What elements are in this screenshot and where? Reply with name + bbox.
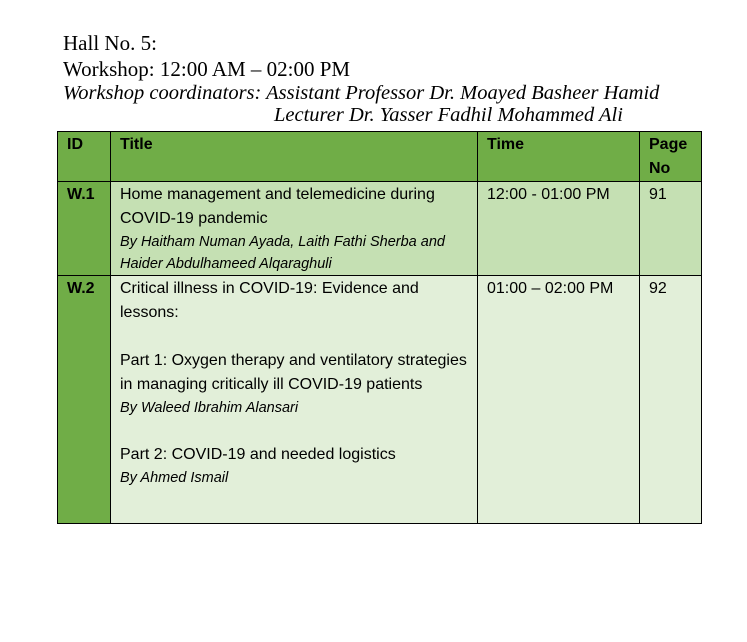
row-title-cell xyxy=(111,276,478,524)
column-header-title: Title xyxy=(111,132,478,182)
column-header-time: Time xyxy=(478,132,640,182)
row-id: W.2 xyxy=(58,276,111,524)
row-title-cell xyxy=(111,182,478,276)
table-header-row xyxy=(58,132,702,182)
part-2-title: Part 2: COVID-19 and needed logistics xyxy=(120,446,396,463)
session-title: Home management and telemedicine during COVID-19 pandemic xyxy=(120,186,435,227)
page-header xyxy=(63,30,659,126)
part-2-authors: By Ahmed Ismail xyxy=(120,470,229,486)
table-row xyxy=(58,276,702,524)
row-page: 91 xyxy=(640,182,702,276)
workshop-time: Workshop: 12:00 AM – 02:00 PM xyxy=(63,57,351,81)
part-1-title: Part 1: Oxygen therapy and ventilatory strategies in managing critically ill COVID-19 patients xyxy=(120,352,467,393)
spacer xyxy=(120,419,471,443)
coordinators-line-2: Lecturer Dr. Yasser Fadhil Mohammed Ali xyxy=(274,104,623,126)
workshop-schedule-table xyxy=(57,131,702,524)
session-authors: By Haitham Numan Ayada, Laith Fathi Sherba and Haider Abdulhameed Alqaraghuli xyxy=(120,234,445,272)
row-page: 92 xyxy=(640,276,702,524)
spacer xyxy=(120,325,471,349)
table-row xyxy=(58,182,702,276)
session-title: Critical illness in COVID-19: Evidence and lessons: xyxy=(120,280,419,321)
coordinators-line-1: Workshop coordinators: Assistant Professor Dr. Moayed Basheer Hamid xyxy=(63,82,660,104)
part-1-authors: By Waleed Ibrahim Alansari xyxy=(120,400,299,416)
column-header-page: Page No xyxy=(640,132,702,182)
row-time: 12:00 - 01:00 PM xyxy=(478,182,640,276)
row-time: 01:00 – 02:00 PM xyxy=(478,276,640,524)
row-id: W.1 xyxy=(58,182,111,276)
column-header-id: ID xyxy=(58,132,111,182)
hall-title: Hall No. 5: xyxy=(63,31,157,55)
